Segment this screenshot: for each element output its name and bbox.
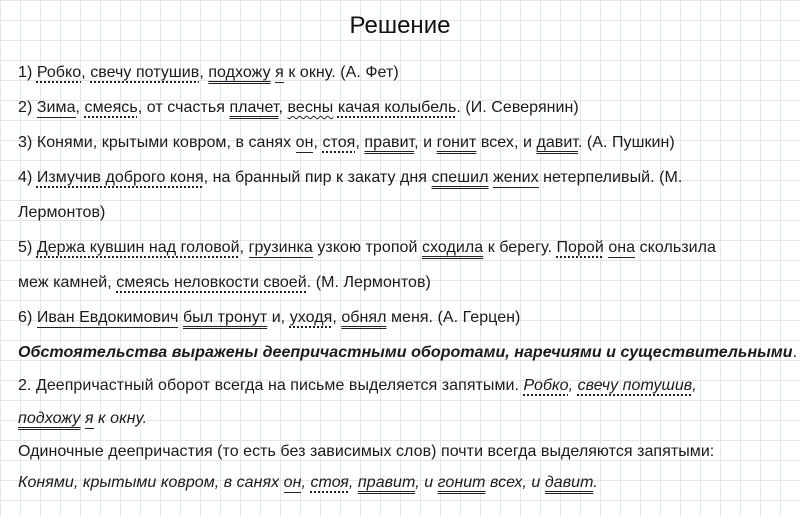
adverbial: свечу потушив bbox=[90, 64, 200, 81]
text: к bbox=[93, 410, 111, 427]
text: меня. (А. Герцен) bbox=[386, 309, 521, 326]
subject: он bbox=[283, 474, 302, 491]
rule-3: Одиночные деепричастия (то есть без зависимых слов) почти всегда выделяются запятыми: bbox=[18, 443, 715, 460]
text: окну bbox=[299, 64, 332, 81]
rule-3-example bbox=[18, 474, 598, 492]
adverbial: свечу потушив bbox=[577, 377, 693, 394]
predicate: правит bbox=[357, 474, 416, 491]
rule-2-example bbox=[18, 410, 147, 428]
text: к берегу. bbox=[483, 239, 557, 256]
predicate: гонит bbox=[437, 474, 486, 491]
text: , bbox=[332, 309, 342, 326]
adverbial: Измучив доброго коня bbox=[36, 169, 204, 186]
adverbial: Порой bbox=[556, 239, 604, 256]
text: . (М. Лермонтов) bbox=[306, 274, 431, 291]
text: , bbox=[355, 134, 365, 151]
predicate: гонит bbox=[436, 134, 477, 151]
text: узкою тропой bbox=[312, 239, 422, 256]
subject: жених bbox=[493, 169, 539, 186]
text: . bbox=[142, 410, 148, 427]
page-title: Решение bbox=[349, 12, 451, 39]
text: нетерпеливый. (М. bbox=[538, 169, 683, 186]
adverbial: стоя bbox=[310, 474, 349, 491]
predicate: был тронут bbox=[182, 309, 268, 326]
text: , bbox=[81, 64, 91, 81]
adverbial: уходя bbox=[289, 309, 333, 326]
sentence-4-continued: Лермонтов) bbox=[18, 204, 106, 221]
predicate: сходила bbox=[421, 239, 484, 256]
text: Конями, крытыми ковром, в санях bbox=[36, 134, 296, 151]
predicate: подхожу bbox=[18, 410, 81, 427]
sentence-3 bbox=[18, 134, 675, 152]
sentence-number: 6) bbox=[18, 309, 33, 326]
text: , bbox=[348, 474, 358, 491]
text: окну bbox=[110, 410, 143, 427]
text: . bbox=[792, 344, 798, 361]
text: Конями, крытыми ковром, в санях bbox=[18, 474, 284, 491]
subject: она bbox=[608, 239, 636, 256]
predicate: обнял bbox=[341, 309, 387, 326]
sentence-6 bbox=[18, 309, 520, 327]
text: скользила bbox=[635, 239, 716, 256]
sentence-4 bbox=[18, 169, 682, 187]
text: всех, и bbox=[485, 474, 545, 491]
text: , bbox=[239, 239, 249, 256]
text: к bbox=[283, 64, 300, 81]
adverbial: Держа кувшин над головой bbox=[36, 239, 240, 256]
text: , bbox=[313, 134, 323, 151]
sentence-5-continued bbox=[18, 274, 431, 292]
text: , bbox=[278, 99, 288, 116]
text: , и bbox=[414, 134, 437, 151]
conclusion bbox=[18, 344, 797, 362]
sentence-1 bbox=[18, 64, 399, 82]
text: , bbox=[692, 377, 697, 394]
text: всех, и bbox=[476, 134, 537, 151]
predicate: давит bbox=[536, 134, 578, 151]
adverbial: стоя bbox=[322, 134, 356, 151]
attribute: весны bbox=[287, 99, 334, 116]
sentence-number: 2) bbox=[18, 99, 33, 116]
adverbial: Робко bbox=[523, 377, 569, 394]
text: , bbox=[301, 474, 311, 491]
text: , на бранный пир к закату дня bbox=[203, 169, 432, 186]
predicate: давит bbox=[544, 474, 594, 491]
predicate: правит bbox=[364, 134, 415, 151]
text: . bbox=[593, 474, 598, 491]
adverbial: Робко bbox=[36, 64, 82, 81]
adverbial: смеясь bbox=[84, 99, 138, 116]
subject: я bbox=[84, 410, 94, 427]
text: , от счастья bbox=[137, 99, 230, 116]
subject: Зима bbox=[36, 99, 76, 116]
text: , bbox=[199, 64, 209, 81]
subject: он bbox=[295, 134, 314, 151]
text: , bbox=[568, 377, 578, 394]
text: . (А. Пушкин) bbox=[577, 134, 675, 151]
rule-2 bbox=[18, 377, 697, 395]
text: 2. Деепричастный оборот всегда на письме выделяется запятыми. bbox=[18, 377, 524, 394]
conclusion-text: Обстоятельства выражены деепричастными оборотами, наречиями и существительными bbox=[18, 344, 793, 361]
text: меж камней, bbox=[18, 274, 117, 291]
text: , и bbox=[415, 474, 438, 491]
predicate: подхожу bbox=[208, 64, 271, 81]
predicate: плачет bbox=[229, 99, 279, 116]
adverbial: смеясь неловкости своей bbox=[116, 274, 307, 291]
adverbial: качая колыбель bbox=[337, 99, 457, 116]
text: и, bbox=[267, 309, 290, 326]
sentence-5 bbox=[18, 239, 716, 257]
sentence-number: 5) bbox=[18, 239, 33, 256]
predicate: спешил bbox=[431, 169, 489, 186]
text: . (А. Фет) bbox=[331, 64, 399, 81]
subject: Иван Евдокимович bbox=[36, 309, 179, 326]
sentence-number: 3) bbox=[18, 134, 33, 151]
text: , bbox=[75, 99, 85, 116]
sentence-number: 1) bbox=[18, 64, 33, 81]
sentence-number: 4) bbox=[18, 169, 33, 186]
text: . (И. Северянин) bbox=[456, 99, 579, 116]
subject: грузинка bbox=[248, 239, 313, 256]
sentence-2 bbox=[18, 99, 579, 117]
subject: я bbox=[275, 64, 284, 81]
